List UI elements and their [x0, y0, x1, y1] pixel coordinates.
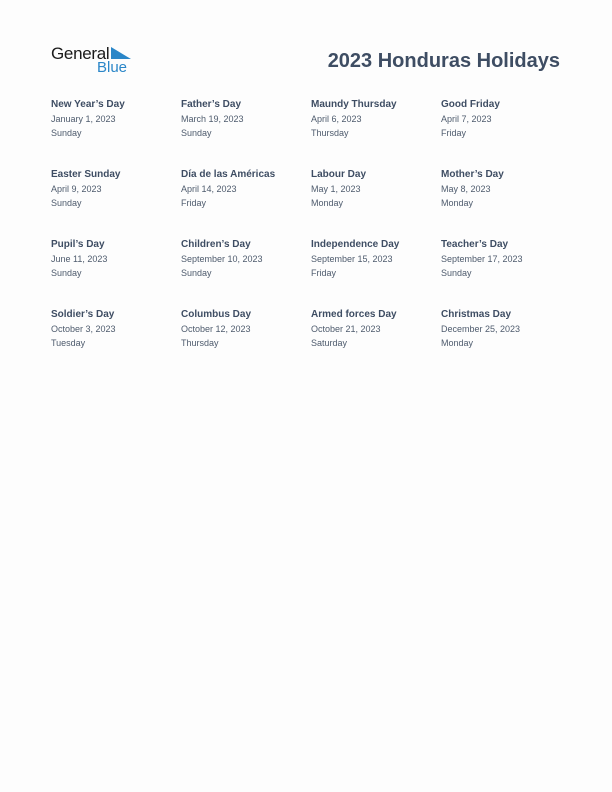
holiday-name: Soldier’s Day [51, 309, 115, 320]
holiday-item [181, 308, 306, 350]
holiday-weekday: Thursday [181, 338, 219, 348]
holiday-item [181, 168, 306, 210]
holiday-date: October 21, 2023 [311, 324, 381, 334]
holiday-weekday: Sunday [441, 268, 472, 278]
holiday-name: Pupil’s Day [51, 239, 105, 250]
holiday-item [311, 98, 436, 140]
holiday-date: May 1, 2023 [311, 184, 361, 194]
holiday-date: January 1, 2023 [51, 114, 116, 124]
holiday-item [181, 238, 306, 280]
holiday-name: New Year’s Day [51, 99, 125, 110]
holiday-date: March 19, 2023 [181, 114, 244, 124]
holiday-weekday: Saturday [311, 338, 348, 348]
holiday-name: Armed forces Day [311, 309, 397, 320]
holiday-item [51, 98, 176, 140]
holiday-weekday: Thursday [311, 128, 349, 138]
holiday-name: Maundy Thursday [311, 99, 397, 110]
holiday-name: Good Friday [441, 99, 500, 110]
holiday-name: Teacher’s Day [441, 239, 509, 250]
holiday-date: October 3, 2023 [51, 324, 116, 334]
holiday-name: Children’s Day [181, 239, 251, 250]
holiday-date: April 6, 2023 [311, 114, 362, 124]
holiday-item [441, 98, 566, 140]
holiday-weekday: Sunday [181, 268, 212, 278]
holiday-name: Labour Day [311, 169, 367, 180]
holiday-date: September 15, 2023 [311, 254, 393, 264]
holiday-weekday: Sunday [51, 128, 82, 138]
holiday-weekday: Monday [441, 338, 474, 348]
holiday-weekday: Friday [441, 128, 467, 138]
holiday-date: October 12, 2023 [181, 324, 251, 334]
holiday-date: April 9, 2023 [51, 184, 102, 194]
holiday-name: Independence Day [311, 239, 400, 250]
holiday-item [311, 238, 436, 280]
logo-text-blue: Blue [97, 59, 128, 76]
holiday-date: September 10, 2023 [181, 254, 263, 264]
holiday-name: Columbus Day [181, 309, 252, 320]
holiday-date: April 7, 2023 [441, 114, 492, 124]
holiday-date: June 11, 2023 [51, 254, 108, 264]
holiday-item [441, 168, 566, 210]
holiday-weekday: Friday [311, 268, 337, 278]
holiday-weekday: Monday [441, 198, 474, 208]
holiday-item [311, 308, 436, 350]
holiday-weekday: Friday [181, 198, 207, 208]
logo-text-general: General [51, 44, 110, 63]
holiday-weekday: Sunday [51, 198, 82, 208]
holiday-item [51, 238, 176, 280]
holiday-weekday: Monday [311, 198, 344, 208]
holiday-name: Día de las Américas [181, 169, 276, 180]
holiday-date: September 17, 2023 [441, 254, 523, 264]
holiday-name: Christmas Day [441, 309, 512, 320]
page-title: 2023 Honduras Holidays [327, 50, 560, 72]
holiday-item [441, 238, 566, 280]
holiday-weekday: Sunday [51, 268, 82, 278]
generalblue-logo [51, 44, 135, 78]
holiday-item [181, 98, 306, 140]
holiday-item [441, 308, 566, 350]
holiday-item [51, 168, 176, 210]
holiday-name: Easter Sunday [51, 169, 121, 180]
holiday-name: Father’s Day [181, 99, 242, 110]
holiday-date: December 25, 2023 [441, 324, 521, 334]
holiday-item [51, 308, 176, 350]
holiday-date: April 14, 2023 [181, 184, 237, 194]
holiday-name: Mother’s Day [441, 169, 504, 180]
holiday-weekday: Sunday [181, 128, 212, 138]
holiday-weekday: Tuesday [51, 338, 86, 348]
holiday-date: May 8, 2023 [441, 184, 491, 194]
holiday-item [311, 168, 436, 210]
